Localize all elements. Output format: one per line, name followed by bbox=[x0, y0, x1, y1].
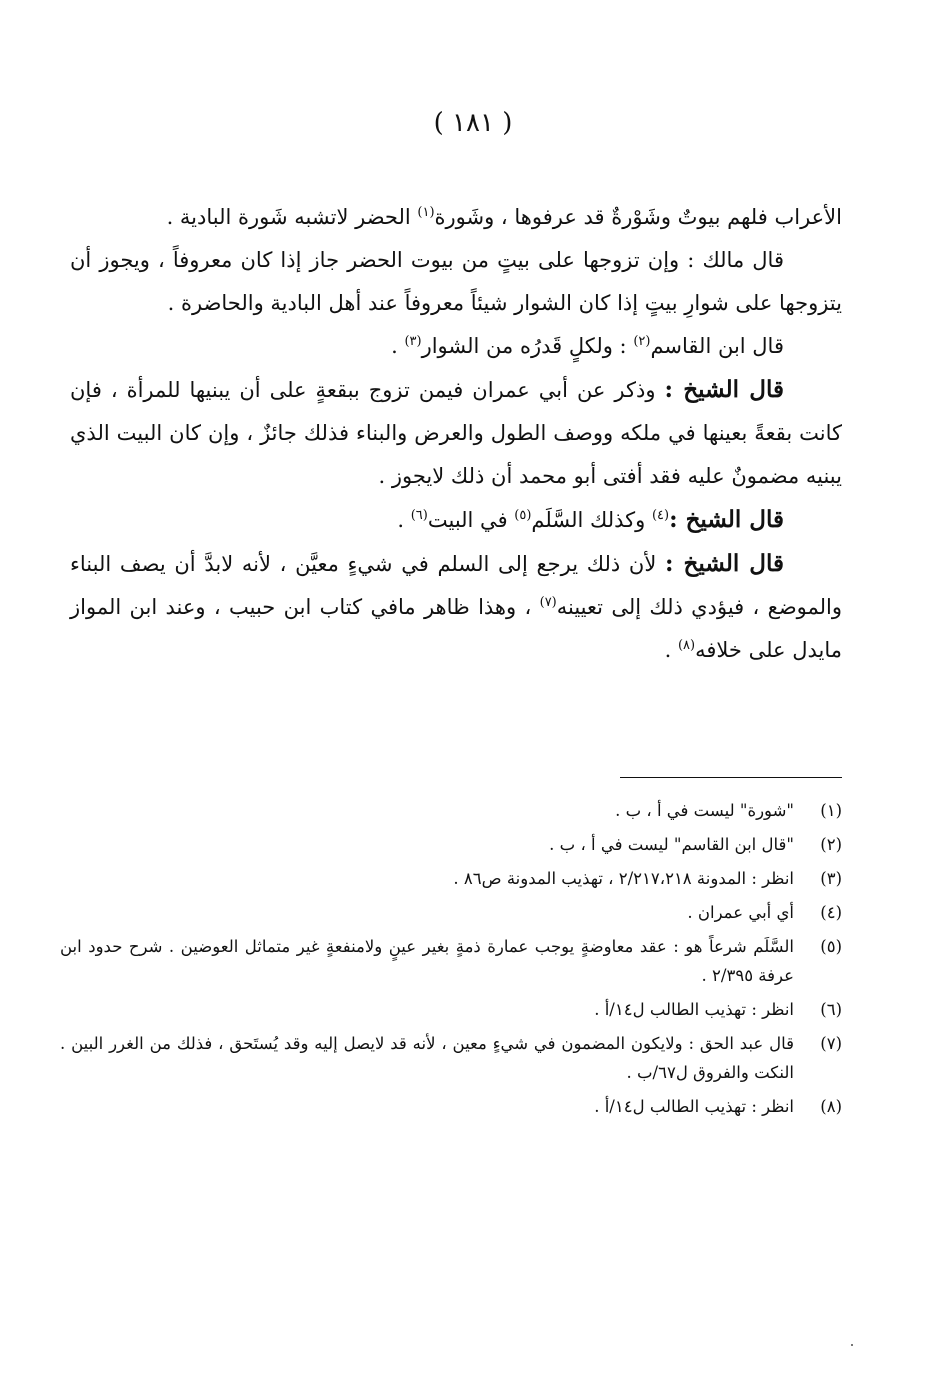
page-number: ( ١٨١ ) bbox=[433, 108, 513, 138]
paragraph bbox=[70, 239, 842, 325]
text-segment: قال ابن القاسم bbox=[650, 334, 784, 358]
footnote-number: (٣) bbox=[820, 869, 842, 888]
speaker-label: قال الشيخ : bbox=[669, 506, 784, 533]
paragraph bbox=[70, 498, 842, 542]
footnote-text: انظر : تهذيب الطالب ل١٤/أ . bbox=[594, 1097, 794, 1116]
footnote-ref: (٣) bbox=[404, 334, 422, 349]
footnotes bbox=[60, 796, 842, 1126]
paragraph bbox=[70, 368, 842, 498]
footnote-text: "قال ابن القاسم" ليست في أ ، ب . bbox=[549, 835, 794, 854]
footnote-ref: (٢) bbox=[633, 334, 651, 349]
footnote bbox=[60, 995, 842, 1024]
text-segment: وذكر عن أبي عمران فيمن تزوج ببقعةٍ على أن يبنيها للمرأة ، فإن كانت بقعةً بعينها في ملكه ووصف الطول والعرض والبناء فذلك جائزٌ ، وإن كان البيت الذي يبنيه مضمونٌ عليه فقد أفتى أبو محمد أن ذلك لايجوز . bbox=[70, 378, 842, 488]
footnote bbox=[60, 932, 842, 990]
footnote bbox=[60, 898, 842, 927]
text-segment: . bbox=[391, 334, 405, 358]
footnote bbox=[60, 830, 842, 859]
footnote-number: (٢) bbox=[820, 835, 842, 854]
footnote-text: السَّلَم شرعاً هو : عقد معاوضةٍ يوجب عمارة ذمةٍ بغير عينٍ ولامنفعةٍ غير متماثل العوضين . شرح حدود ابن عرفة ٢/٣٩٥ . bbox=[60, 937, 794, 985]
footnote-number: (٥) bbox=[820, 937, 842, 956]
text-segment: : ولكلٍ قَدرُه من الشوار bbox=[421, 334, 634, 358]
footnote-number: (٧) bbox=[820, 1034, 842, 1053]
footnote-ref: (٧) bbox=[539, 595, 557, 610]
speaker-label: قال الشيخ : bbox=[665, 550, 785, 577]
paragraph bbox=[70, 196, 842, 239]
footnote-ref: (٨) bbox=[677, 638, 696, 653]
footnote bbox=[60, 864, 842, 893]
footnote-ref: (١) bbox=[417, 205, 435, 220]
text-segment: وكذلك السَّلَم bbox=[531, 508, 652, 532]
footnote-ref: (٥) bbox=[514, 508, 532, 523]
paragraph bbox=[70, 325, 842, 368]
footnote bbox=[60, 1029, 842, 1087]
speaker-label: قال الشيخ : bbox=[664, 376, 784, 403]
text-segment: الحضر لاتشبه شَورة البادية . bbox=[166, 205, 418, 229]
footnote bbox=[60, 796, 842, 825]
footnote-number: (٦) bbox=[820, 1000, 842, 1019]
scan-speck bbox=[851, 1344, 853, 1346]
footnote-text: "شورة" ليست في أ ، ب . bbox=[615, 801, 794, 820]
footnote-text: أي أبي عمران . bbox=[687, 903, 794, 922]
footnote-number: (١) bbox=[820, 801, 842, 820]
footnote-ref: (٦) bbox=[410, 508, 428, 523]
footnote-number: (٤) bbox=[820, 903, 842, 922]
footnote bbox=[60, 1092, 842, 1121]
footnote-separator bbox=[620, 777, 842, 778]
text-segment: في البيت bbox=[427, 508, 515, 532]
paragraph bbox=[70, 542, 842, 672]
text-segment: قال مالك : وإن تزوجها على بيتٍ من بيوت الحضر جاز إذا كان معروفاً ، ويجوز أن يتزوجها على شوارِ بيتٍ إذا كان الشوار شيئاً معروفاً عند أهل البادية والحاضرة . bbox=[70, 248, 842, 315]
text-segment: . bbox=[397, 508, 411, 532]
footnote-ref: (٤) bbox=[651, 508, 670, 523]
footnote-text: انظر : المدونة ٢/٢١٧،٢١٨ ، تهذيب المدونة ص٨٦ . bbox=[453, 869, 794, 888]
footnote-text: قال عبد الحق : ولايكون المضمون في شيءٍ معين ، لأنه قد لايصل إليه وقد يُستَحق ، فذلك من الغرر البين . النكت والفروق ل٦٧/ب . bbox=[60, 1034, 794, 1082]
footnote-text: انظر : تهذيب الطالب ل١٤/أ . bbox=[594, 1000, 794, 1019]
text-segment: الأعراب فلهم بيوتٌ وشَوْرةٌ قد عرفوها ، وشَورة bbox=[434, 205, 842, 229]
text-segment: لأن ذلك يرجع إلى السلم في شيءٍ معيَّن ، لأنه لابدَّ أن يصف البناء والموضع ، فيؤدي ذلك إلى تعيينه bbox=[70, 552, 843, 619]
text-segment: . bbox=[664, 638, 678, 662]
footnote-number: (٨) bbox=[820, 1097, 842, 1116]
text-segment: ، وهذا ظاهر مافي كتاب ابن حبيب ، وعند ابن المواز مايدل على خلافه bbox=[70, 595, 842, 662]
main-text bbox=[70, 196, 842, 672]
